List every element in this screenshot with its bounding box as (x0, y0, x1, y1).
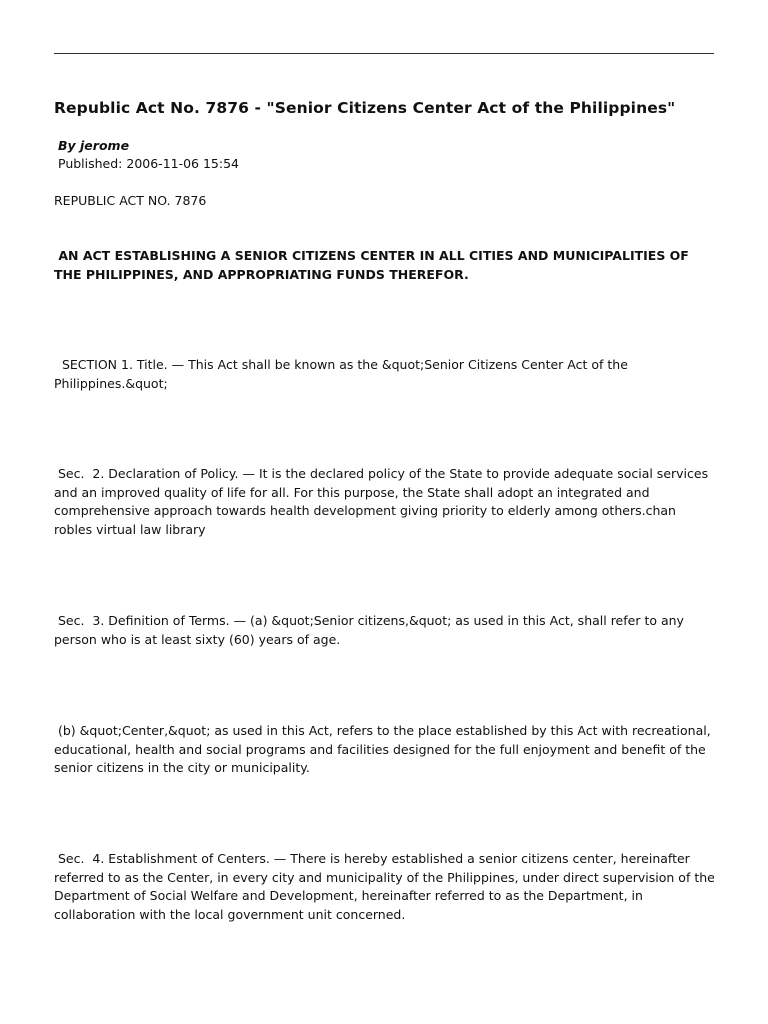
author-byline: By jerome (58, 138, 130, 153)
act-number-heading: REPUBLIC ACT NO. 7876 (54, 193, 207, 208)
section-3b-center-definition: (b) &quot;Center,&quot; as used in this Act, refers to the place established by this Act with recreational, educational, health and social programs and facilities designed for the full enjoyment and benefit of the senior citizens in the city or municipality. (54, 723, 711, 775)
section-4-establishment-of-centers: Sec. 4. Establishment of Centers. — There is hereby established a senior citizens center, hereinafter referred to as the Center, in every city and municipality of the Philippines, under direct supervision of the Department of Social Welfare and Development, hereinafter referred to as the Department, in collaboration with the local government unit concerned. (54, 851, 715, 922)
act-description: AN ACT ESTABLISHING A SENIOR CITIZENS CENTER IN ALL CITIES AND MUNICIPALITIES OF THE PHILIPPINES, AND APPROPRIATING FUNDS THEREFOR. (54, 248, 689, 282)
section-3-definition-of-terms: Sec. 3. Definition of Terms. — (a) &quot;Senior citizens,&quot; as used in this Act, shall refer to any person who is at least sixty (60) years of age. (54, 613, 684, 647)
section-1-title: SECTION 1. Title. — This Act shall be known as the &quot;Senior Citizens Center Act of the Philippines.&quot; (54, 357, 628, 391)
section-2-declaration-of-policy: Sec. 2. Declaration of Policy. — It is the declared policy of the State to provide adequate social services and an improved quality of life for all. For this purpose, the State shall adopt an integrated and comprehensive approach towards health development giving priority to elderly among others.chan robles virtual law library (54, 466, 709, 537)
top-divider (54, 53, 714, 54)
published-date: Published: 2006-11-06 15:54 (58, 156, 240, 171)
page-title: Republic Act No. 7876 - "Senior Citizens Center Act of the Philippines" (54, 99, 676, 117)
